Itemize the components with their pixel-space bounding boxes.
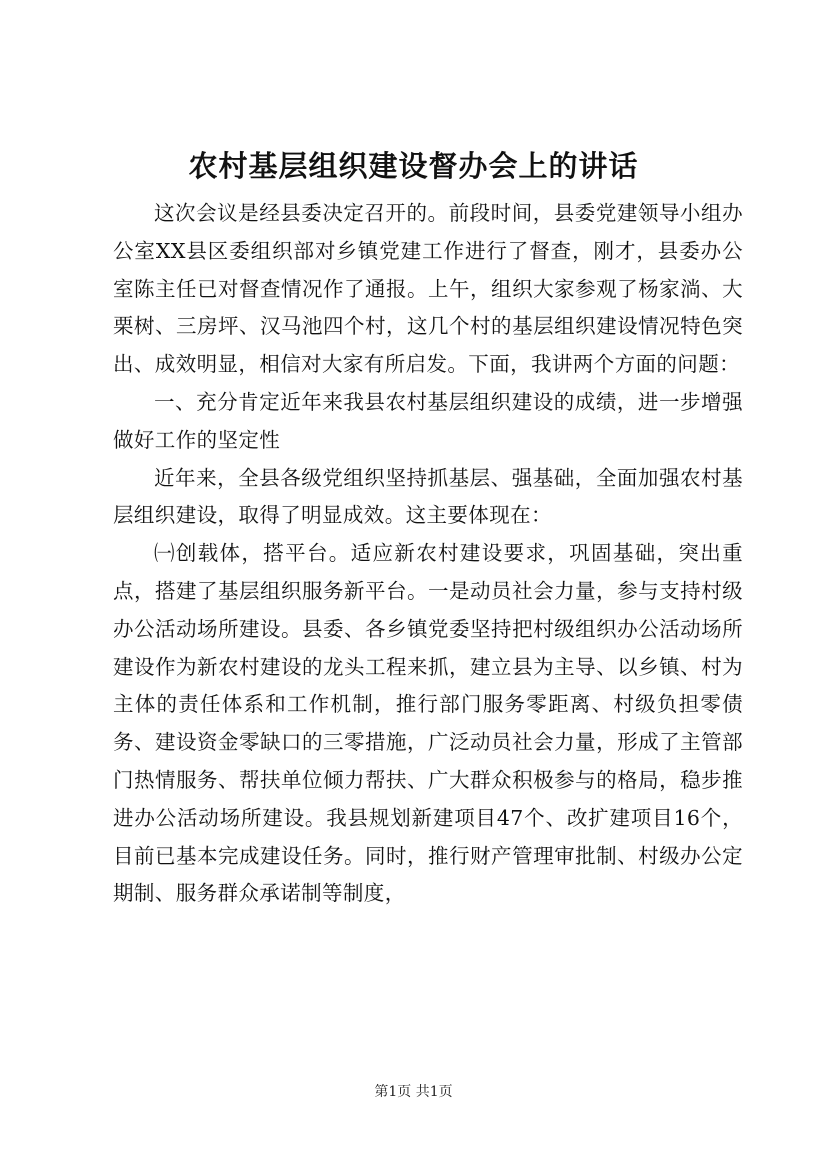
- paragraph-overview: 近年来，全县各级党组织坚持抓基层、强基础，全面加强农村基层组织建设，取得了明显成效。这主要体现在：: [113, 465, 743, 528]
- paragraph-platform: ㈠创载体，搭平台。适应新农村建设要求，巩固基础，突出重点，搭建了基层组织服务新平台。一是动员社会力量，参与支持村级办公活动场所建设。县委、各乡镇党委坚持把村级组织办公活动场所建设作为新农村建设的龙头工程来抓，建立县为主导、以乡镇、村为主体的责任体系和工作机制，推行部门服务零距离、村级负担零债务、建设资金零缺口的三零措施，广泛动员社会力量，形成了主管部门热情服务、帮扶单位倾力帮扶、广大群众积极参与的格局，稳步推进办公活动场所建设。我县规划新建项目47个、改扩建项目16个，目前已基本完成建设任务。同时，推行财产管理审批制、村级办公定期制、服务群众承诺制等制度，: [113, 541, 743, 906]
- document-title: 农村基层组织建设督办会上的讲话: [188, 149, 639, 183]
- paragraph-intro: 这次会议是经县委决定召开的。前段时间，县委党建领导小组办公室XX县区委组织部对乡镇党建工作进行了督查，刚才，县委办公室陈主任已对督查情况作了通报。上午，组织大家参观了杨家淌、大栗树、三房坪、汉马池四个村，这几个村的基层组织建设情况特色突出、成效明显，相信对大家有所启发。下面，我讲两个方面的问题：: [113, 201, 743, 377]
- document-body: [113, 195, 743, 913]
- paragraph-section-heading: 一、充分肯定近年来我县农村基层组织建设的成绩，进一步增强做好工作的坚定性: [113, 389, 743, 452]
- page-number-footer: 第1页 共1页: [374, 1084, 453, 1100]
